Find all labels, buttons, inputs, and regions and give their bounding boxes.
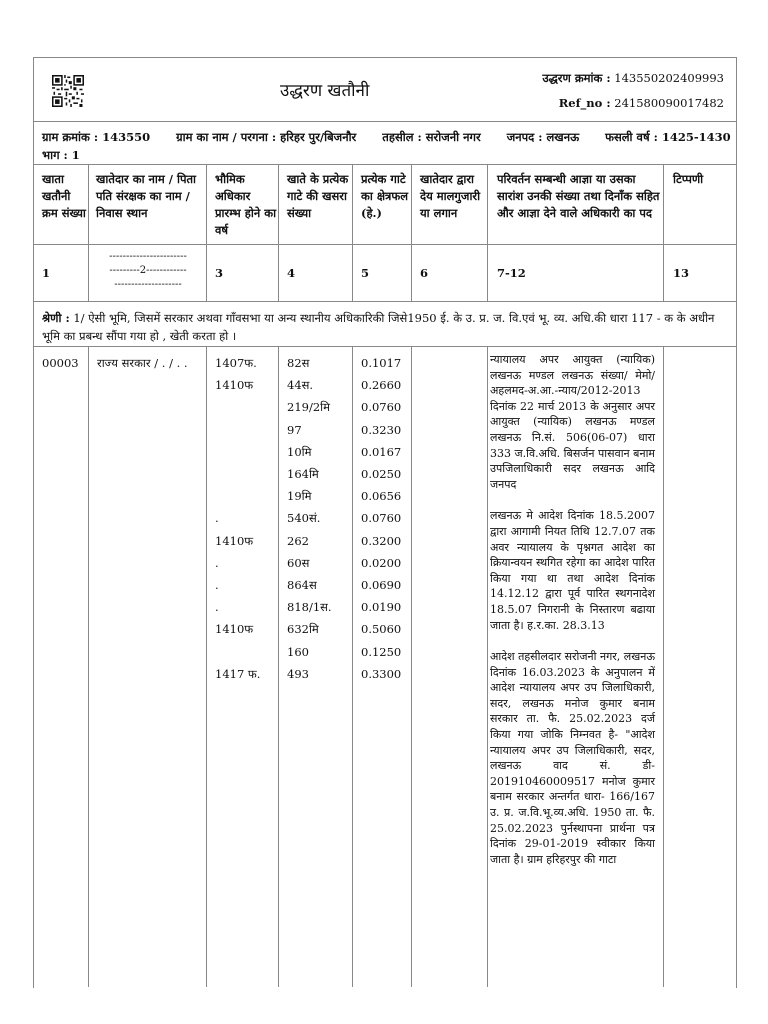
year-cell — [215, 396, 260, 418]
col-header-year: भौमिक अधिकार प्रारम्भ होने का वर्ष — [215, 172, 277, 237]
col-header-account: खाता खतौनी क्रम संख्या — [42, 172, 86, 220]
khasra-cell: 60स — [287, 555, 310, 570]
tehsil: तहसील : सरोजनी नगर — [382, 130, 481, 144]
col-num-5: 5 — [361, 266, 370, 280]
area-cell: 0.0760 — [361, 400, 402, 415]
col-num-6: 6 — [420, 266, 429, 280]
page-title: उद्धरण खतौनी — [280, 81, 370, 101]
qr-code-icon — [52, 75, 84, 107]
col-num-1: 1 — [42, 266, 51, 280]
col-divider — [206, 164, 207, 301]
col-num-4: 4 — [287, 266, 296, 280]
khasra-cell: 632मि — [287, 622, 319, 637]
year-cell: 1410फ — [215, 622, 254, 637]
khasra-cell: 493 — [287, 666, 309, 681]
khasra-cell: 160 — [287, 644, 309, 659]
col-num-13: 13 — [673, 266, 690, 280]
col-divider — [487, 164, 488, 301]
area-cell: 0.0190 — [361, 600, 402, 615]
year-cell — [215, 641, 260, 663]
order-remarks — [490, 352, 655, 883]
village-code: ग्राम क्रमांक : 143550 — [42, 130, 151, 144]
part: भाग : 1 — [42, 148, 80, 162]
khasra-cell: 82स — [287, 356, 310, 370]
col-num-7-12: 7-12 — [497, 266, 526, 280]
col-header-holder: खातेदार का नाम / पिता पति संरक्षक का नाम / निवास स्थान — [96, 172, 197, 220]
year-cell: . — [215, 578, 219, 593]
khasra-cell: 219/2मि — [287, 400, 330, 415]
col-divider — [352, 164, 353, 301]
col-divider — [663, 164, 664, 301]
khasra-cell: 10मि — [287, 444, 312, 459]
col-divider — [88, 346, 89, 987]
category-label: श्रेणी : — [42, 311, 70, 325]
area-cell: 0.0200 — [361, 555, 402, 570]
year-cell: . — [215, 511, 219, 526]
khasra-cell: 864स — [287, 578, 317, 593]
remark-paragraph: न्यायालय अपर आयुक्त (न्यायिक) लखनऊ मण्डल लखनऊ संख्या/ मेमो/अहलमद-अ.आ.-न्याय/2012-2013 दिनांक 22 मार्च 2013 के अनुसार अपर आयुक्त (न्यायिक) लखनऊ मण्डल लखनऊ नि.सं. 506(06-07) धारा 333 ज.वि.अधि. बिसर्जन पासवान बनाम उपजिलाधिकारी सदर लखनऊ आदि जनपद — [490, 353, 655, 491]
ref-no-value: 241580090017482 — [614, 96, 724, 110]
khasra-cell: 540सं. — [287, 511, 321, 526]
account-number: 00003 — [42, 356, 79, 370]
area-cell: 0.3300 — [361, 666, 402, 681]
year-cell — [215, 441, 260, 463]
fasli-year: फसली वर्ष : 1425-1430 — [605, 130, 731, 144]
col-header-khasra: खाते के प्रत्येक गाटे की खसरा संख्या — [287, 172, 349, 220]
col-divider — [352, 346, 353, 987]
year-cell: 1410फ — [215, 533, 254, 548]
district: जनपद : लखनऊ — [506, 130, 580, 144]
holder-name: राज्य सरकार / . / . . — [97, 356, 188, 370]
area-cell: 0.2660 — [361, 378, 402, 393]
year-cell: 1417 फ. — [215, 666, 261, 681]
category-row — [42, 309, 730, 345]
year-cell: . — [215, 555, 219, 570]
area-cell: 0.5060 — [361, 622, 402, 637]
village-name: ग्राम का नाम / परगना : हरिहर पुर/बिजनौर — [176, 130, 357, 144]
year-cell — [215, 419, 260, 441]
ref-no-label: Ref_no : — [558, 96, 611, 110]
area-cell: 0.3230 — [361, 422, 402, 437]
col-divider — [206, 346, 207, 987]
col-divider — [88, 164, 89, 301]
village-info — [42, 128, 732, 164]
extract-no-label: उद्धरण क्रमांक : — [542, 71, 611, 85]
area-cell: 0.1250 — [361, 644, 402, 659]
rule-category — [33, 346, 737, 347]
remark-paragraph: लखनऊ मे आदेश दिनांक 18.5.2007 द्वारा आगामी नियत तिथि 12.7.07 तक अवर न्यायालय के पृश्नगत आदेश का क्रियान्वयन स्थगित रहेगा का आदेश पारित किया गया था तथा आदेश दिनांक 14.12.12 द्वारा पूर्व पारित स्थगनादेश 18.5.07 निगरानी के निस्तारण बढाया जाता है। ह.र.का. 28.3.13 — [490, 509, 655, 632]
col-header-area: प्रत्येक गाटे का क्षेत्रफल (हे.) — [361, 172, 409, 220]
year-cell: 1407फ. — [215, 356, 257, 370]
col-header-remarks: टिप्पणी — [673, 172, 704, 186]
years-column — [215, 352, 260, 685]
col-num-3: 3 — [215, 266, 224, 280]
category-text: 1/ ऐसी भूमि, जिसमें सरकार अथवा गाँवसभा या अन्य स्थानीय अधिकारिकी जिसे1950 ई. के उ. प्र. ज. वि.एवं भू. व्य. अधि.की धारा 117 - क के अधीन भूमि का प्रबन्ध सौंपा गया हो , खेती करता हो । — [42, 311, 715, 343]
area-cell: 0.3200 — [361, 533, 402, 548]
area-cell: 0.0250 — [361, 467, 402, 482]
year-cell — [215, 463, 260, 485]
extract-no-value: 143550202409993 — [614, 71, 724, 85]
khasra-cell: 19मि — [287, 489, 312, 504]
area-cell: 0.0656 — [361, 489, 402, 504]
rule-info — [33, 164, 737, 165]
rule-col-numbers — [33, 301, 737, 302]
area-column — [361, 352, 401, 685]
area-cell: 0.0167 — [361, 444, 402, 459]
col-header-revenue: खातेदार द्वारा देय मालगुजारी या लगान — [420, 172, 481, 220]
area-cell: 0.0760 — [361, 511, 402, 526]
remark-paragraph: आदेश तहसीलदार सरोजनी नगर, लखनऊ दिनांक 16.03.2023 के अनुपालन में आदेश न्यायालय अपर उप जिलाधिकारी, सदर, लखनऊ मनोज कुमार बनाम सरकार ता. फै. 25.02.2023 दर्ज किया गया जोकि निम्नवत है- "आदेश न्यायालय अपर उप जिलाधिकारी, सदर, लखनऊ वाद सं. डी- 201910460009517 मनोज कुमार बनाम सरकार अन्तर्गत धारा- 166/167 उ. प्र. ज.वि.भू.व्य.अधि. 1950 ता. फै. 25.02.2023 पुर्नस्थापना प्रार्थना पत्र दिनांक 29-01-2019 स्वीकार किया जाता है। ग्राम हरिहरपुर की गाटा — [490, 650, 655, 866]
khasra-cell: 818/1स. — [287, 600, 332, 615]
col-divider — [278, 164, 279, 301]
area-cell: 0.0690 — [361, 578, 402, 593]
khasra-column — [287, 352, 332, 685]
rule-top-header — [33, 121, 737, 122]
col-divider — [411, 164, 412, 301]
khasra-cell: 262 — [287, 533, 309, 548]
year-cell: . — [215, 600, 219, 615]
khasra-cell: 164मि — [287, 467, 319, 482]
area-cell: 0.1017 — [361, 356, 402, 370]
khasra-cell: 97 — [287, 422, 302, 437]
rule-col-header — [33, 244, 737, 245]
col-header-orders: परिवर्तन सम्बन्धी आज्ञा या उसका सारांश उनकी संख्या तथा दिनाँक सहित और आज्ञा देने वाले अधिकारी का पद — [497, 172, 660, 220]
col-divider — [663, 346, 664, 987]
col-divider — [411, 346, 412, 987]
reference-block — [542, 66, 724, 116]
col-divider — [487, 346, 488, 987]
col-divider — [278, 346, 279, 987]
khasra-cell: 44स. — [287, 378, 314, 393]
year-cell: 1410फ — [215, 378, 254, 393]
year-cell — [215, 485, 260, 507]
col-num-2: ----------------------- ---------2------------ -------------------- — [109, 251, 187, 290]
